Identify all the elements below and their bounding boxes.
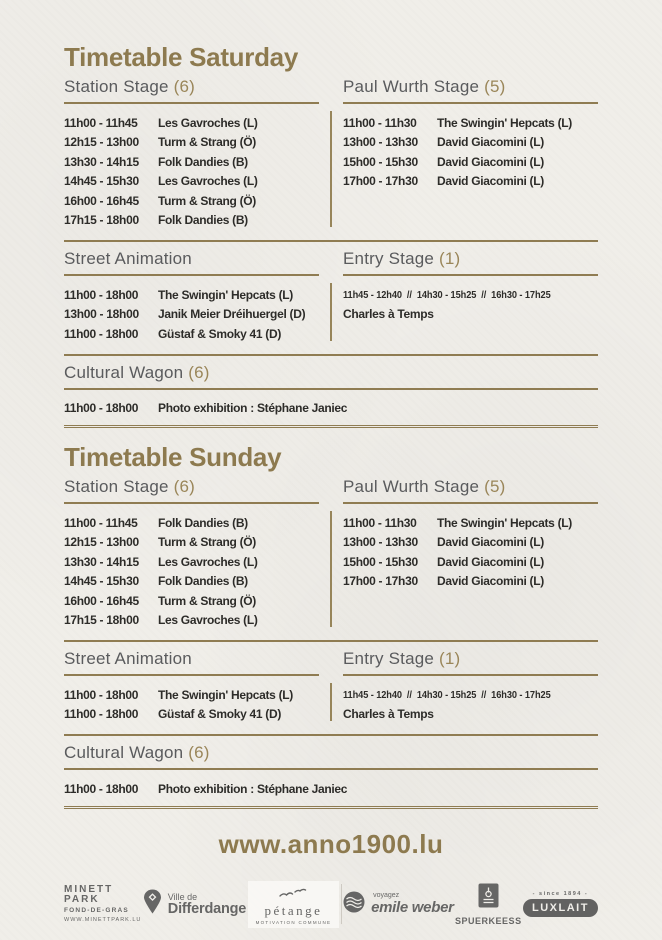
event-act: Turm & Strang (Ö) <box>158 535 257 550</box>
saturday-mid-block <box>64 242 598 344</box>
stage-header-street <box>64 649 319 669</box>
stage-rule <box>64 502 319 504</box>
wagon-schedule <box>64 399 598 419</box>
event-time: 11h00 - 18h00 <box>64 707 139 722</box>
schedule-row <box>64 591 319 611</box>
stage-rule <box>64 102 319 104</box>
sunday-top-block <box>64 470 598 630</box>
map-pin-icon <box>143 889 162 919</box>
stage-name: Entry Stage <box>343 649 435 668</box>
wagon-schedule <box>64 779 598 799</box>
day-end-rule <box>64 425 598 428</box>
station-schedule <box>64 513 319 630</box>
schedule-row <box>64 552 319 572</box>
event-time: 11h00 - 11h45 <box>64 515 138 530</box>
stage-count: (6) <box>188 743 210 762</box>
stage-rule <box>64 388 598 390</box>
sunday-mid-block <box>64 642 598 724</box>
event-time: 15h00 - 15h30 <box>343 554 418 569</box>
event-act: Turm & Strang (Ö) <box>158 193 257 208</box>
stage-header-station <box>64 477 319 497</box>
event-time: 13h00 - 18h00 <box>64 307 139 322</box>
schedule-row <box>64 305 319 325</box>
event-act: David Giacomini (L) <box>437 535 544 550</box>
schedule-row <box>64 191 319 211</box>
schedule-row <box>64 324 319 344</box>
spuerkeess-wordmark: SPUERKEESS <box>455 915 522 926</box>
event-time: 15h00 - 15h30 <box>343 154 418 169</box>
circle-emblem-icon <box>343 891 365 918</box>
stage-name: Paul Wurth Stage <box>343 477 480 496</box>
paul-wurth-stage-column <box>343 470 598 630</box>
schedule-row <box>343 513 598 533</box>
stage-header-station <box>64 77 319 97</box>
stage-count: (6) <box>188 362 210 382</box>
event-time: 12h15 - 13h00 <box>64 135 139 150</box>
minett-park-word: MINETT <box>64 883 114 895</box>
entry-act: Charles à Temps <box>343 307 434 322</box>
event-time: 17h15 - 18h00 <box>64 613 139 628</box>
street-schedule <box>64 685 319 724</box>
stage-rule <box>343 274 598 276</box>
bank-icon <box>478 883 499 913</box>
event-act: David Giacomini (L) <box>437 135 544 150</box>
day-section-saturday <box>64 44 598 428</box>
sponsor-logo-bar <box>64 881 598 928</box>
luxlait-since-text: - since 1894 - <box>532 891 589 897</box>
event-time: 11h00 - 11h30 <box>343 515 417 530</box>
entry-schedule <box>343 285 598 324</box>
event-time: 11h00 - 18h00 <box>64 781 139 796</box>
schedule-row <box>343 152 598 172</box>
paul-wurth-stage-column <box>343 70 598 230</box>
minett-park-logo <box>64 885 141 924</box>
stage-count: (6) <box>173 477 196 496</box>
schedule-row <box>343 113 598 133</box>
event-time: 13h30 - 14h15 <box>64 554 139 569</box>
event-time: 17h00 - 17h30 <box>343 574 418 589</box>
event-act: The Swingin' Hepcats (L) <box>158 287 293 302</box>
schedule-row <box>343 133 598 153</box>
spuerkeess-logo <box>455 883 522 926</box>
petange-wordmark: pétange <box>264 902 323 918</box>
stage-name: Entry Stage <box>343 249 435 268</box>
event-act: Les Gavroches (L) <box>158 115 258 130</box>
event-time: 11h00 - 18h00 <box>64 687 139 702</box>
event-act: The Swingin' Hepcats (L) <box>158 687 293 702</box>
schedule-row <box>64 611 319 631</box>
stage-rule <box>64 274 319 276</box>
event-act: Folk Dandies (B) <box>158 574 248 589</box>
schedule-row <box>64 533 319 553</box>
day-section-sunday <box>64 444 598 809</box>
stage-count: (1) <box>438 649 461 668</box>
schedule-row <box>64 705 319 725</box>
event-act: Folk Dandies (B) <box>158 213 248 228</box>
event-time: 11h00 - 18h00 <box>64 401 139 416</box>
event-act: Les Gavroches (L) <box>158 613 258 628</box>
event-time: 13h30 - 14h15 <box>64 154 139 169</box>
birds-icon <box>277 885 309 903</box>
day-end-rule <box>64 806 598 809</box>
event-time: 14h45 - 15h30 <box>64 574 139 589</box>
event-time: 14h45 - 15h30 <box>64 174 139 189</box>
event-time: 11h00 - 18h00 <box>64 326 139 341</box>
paul-wurth-schedule <box>343 113 598 191</box>
schedule-row <box>64 399 598 419</box>
emile-weber-logo <box>343 891 454 918</box>
event-act: David Giacomini (L) <box>437 174 544 189</box>
stage-name: Street Animation <box>64 249 192 268</box>
petange-subtitle: MOTIVATION COMMUNE <box>255 919 332 925</box>
street-schedule <box>64 285 319 344</box>
schedule-row <box>64 133 319 153</box>
event-act: Turm & Strang (Ö) <box>158 135 257 150</box>
differdange-logo <box>143 889 246 919</box>
event-act: Güstaf & Smoky 41 (D) <box>158 326 282 341</box>
differdange-big-text: Differdange <box>167 900 247 917</box>
entry-time-slots: 11h45 - 12h40 // 14h30 - 15h25 // 16h30 - 17h25 <box>343 688 551 701</box>
stage-name: Paul Wurth Stage <box>343 77 480 96</box>
entry-schedule <box>343 685 598 724</box>
stage-name: Street Animation <box>64 649 192 668</box>
stage-header-street <box>64 249 319 269</box>
event-act: Folk Dandies (B) <box>158 515 248 530</box>
stage-rule <box>64 674 319 676</box>
column-divider <box>330 111 332 227</box>
schedule-row <box>64 513 319 533</box>
schedule-row <box>64 779 598 799</box>
entry-stage-column <box>343 242 598 344</box>
stage-rule <box>343 102 598 104</box>
stage-rule <box>64 768 598 770</box>
logo-bar-divider <box>341 884 342 924</box>
event-time: 11h00 - 18h00 <box>64 287 139 302</box>
event-time: 17h00 - 17h30 <box>343 174 418 189</box>
paul-wurth-schedule <box>343 513 598 591</box>
minett-park-subtitle: FOND-DE-GRAS <box>64 906 129 914</box>
event-act: Güstaf & Smoky 41 (D) <box>158 707 282 722</box>
petange-logo <box>248 881 340 928</box>
schedule-row <box>343 572 598 592</box>
event-act: David Giacomini (L) <box>437 574 544 589</box>
stage-count: (5) <box>484 77 506 96</box>
event-act: David Giacomini (L) <box>437 154 544 169</box>
emile-weber-wordmark: emile weber <box>371 899 454 916</box>
luxlait-logo <box>523 891 598 917</box>
saturday-top-block <box>64 70 598 230</box>
minett-park-url: WWW.MINETTPARK.LU <box>64 916 142 923</box>
cultural-wagon-section <box>64 363 598 419</box>
event-act: Photo exhibition : Stéphane Janiec <box>158 781 348 796</box>
event-act: The Swingin' Hepcats (L) <box>437 515 572 530</box>
stage-name: Cultural Wagon <box>64 362 184 382</box>
stage-name: Cultural Wagon <box>64 743 184 762</box>
day-title-saturday: Timetable Saturday <box>64 42 298 72</box>
schedule-row <box>64 113 319 133</box>
event-time: 11h00 - 11h45 <box>64 115 138 130</box>
entry-stage-column <box>343 642 598 724</box>
schedule-row <box>343 172 598 192</box>
event-time: 16h00 - 16h45 <box>64 593 139 608</box>
schedule-row <box>64 211 319 231</box>
event-act: The Swingin' Hepcats (L) <box>437 115 572 130</box>
luxlait-wordmark: LUXLAIT <box>523 899 598 917</box>
event-time: 12h15 - 13h00 <box>64 535 139 550</box>
street-animation-column <box>64 242 319 344</box>
minett-park-word: PARK <box>64 894 100 906</box>
station-schedule <box>64 113 319 230</box>
website-url[interactable]: www.anno1900.lu <box>218 828 444 859</box>
event-time: 17h15 - 18h00 <box>64 213 139 228</box>
column-divider <box>330 511 332 627</box>
event-act: Les Gavroches (L) <box>158 174 258 189</box>
schedule-row <box>64 685 319 705</box>
stage-header-wagon <box>64 743 598 763</box>
stage-name: Station Stage <box>64 77 169 96</box>
event-time: 11h00 - 11h30 <box>343 115 417 130</box>
stage-count: (6) <box>173 77 196 96</box>
stage-header-paul-wurth <box>343 77 598 97</box>
stage-header-paul-wurth <box>343 477 598 497</box>
section-separator <box>64 734 598 736</box>
event-time: 13h00 - 13h30 <box>343 535 418 550</box>
stage-name: Station Stage <box>64 477 169 496</box>
stage-rule <box>343 502 598 504</box>
schedule-row <box>343 533 598 553</box>
street-animation-column <box>64 642 319 724</box>
schedule-row <box>343 552 598 572</box>
stage-count: (1) <box>438 249 461 268</box>
stage-count: (5) <box>484 477 506 496</box>
stage-rule <box>343 674 598 676</box>
schedule-row <box>64 172 319 192</box>
schedule-row <box>64 572 319 592</box>
station-stage-column <box>64 70 319 230</box>
stage-header-entry <box>343 249 598 269</box>
event-act: Janik Meier Dréihuergel (D) <box>158 307 306 322</box>
entry-time-slots: 11h45 - 12h40 // 14h30 - 15h25 // 16h30 - 17h25 <box>343 288 551 301</box>
schedule-row <box>64 152 319 172</box>
differdange-small-text: Ville de <box>167 891 198 902</box>
entry-act: Charles à Temps <box>343 707 434 722</box>
column-divider <box>330 683 332 721</box>
event-act: Les Gavroches (L) <box>158 554 258 569</box>
event-time: 13h00 - 13h30 <box>343 135 418 150</box>
station-stage-column <box>64 470 319 630</box>
emile-weber-small-text: voyagez <box>373 892 400 899</box>
event-act: Turm & Strang (Ö) <box>158 593 257 608</box>
event-time: 16h00 - 16h45 <box>64 193 139 208</box>
cultural-wagon-section <box>64 743 598 799</box>
schedule-row <box>64 285 319 305</box>
column-divider <box>330 283 332 341</box>
stage-header-wagon <box>64 363 598 383</box>
stage-header-entry <box>343 649 598 669</box>
event-act: David Giacomini (L) <box>437 554 544 569</box>
event-act: Folk Dandies (B) <box>158 154 248 169</box>
section-separator <box>64 354 598 356</box>
event-act: Photo exhibition : Stéphane Janiec <box>158 401 348 416</box>
day-title-sunday: Timetable Sunday <box>64 442 282 472</box>
